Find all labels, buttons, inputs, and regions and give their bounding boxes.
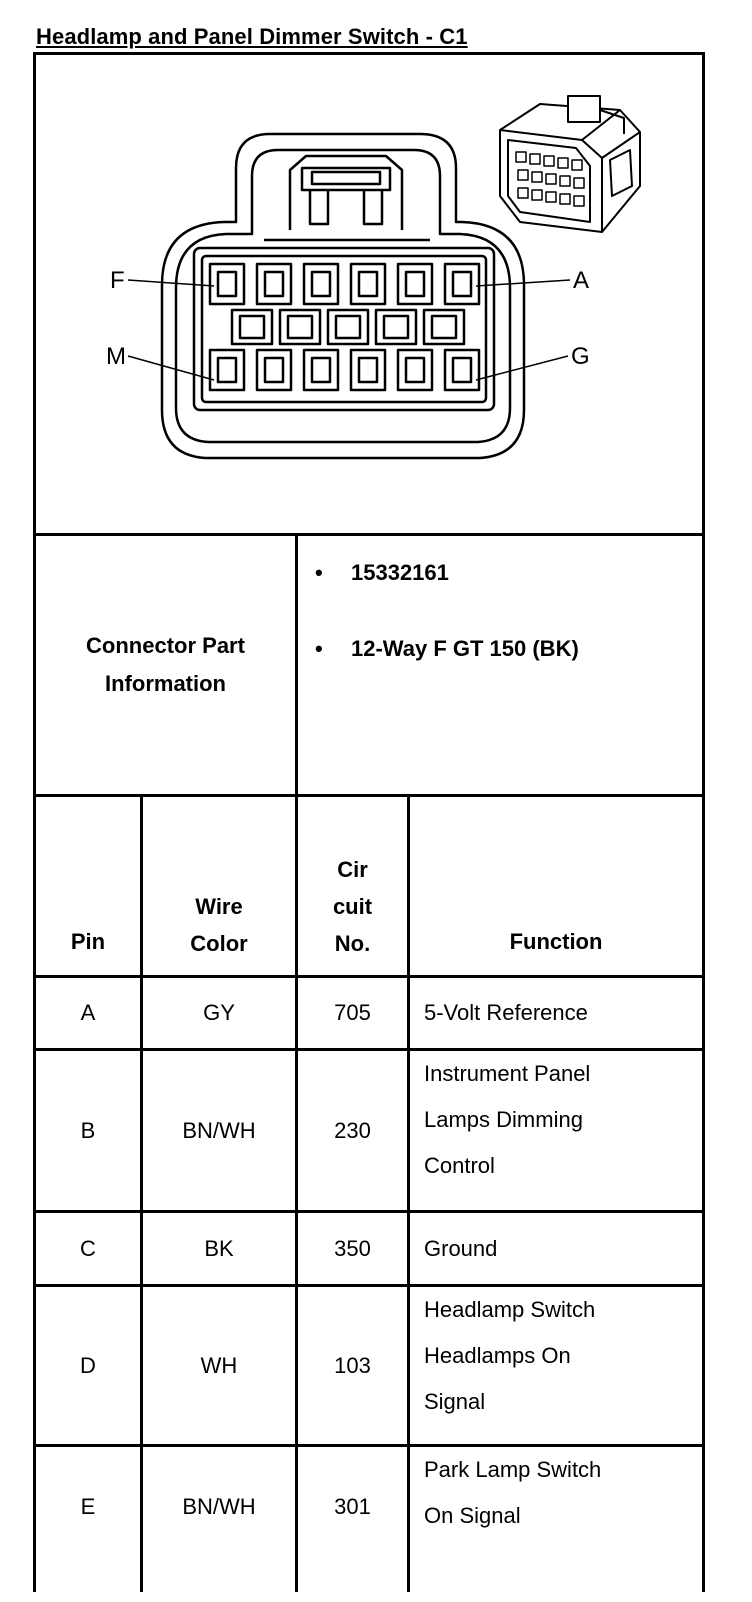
header-circuit-no bbox=[298, 848, 407, 964]
connector-type-item bbox=[315, 636, 579, 662]
header-circuit-line3: No. bbox=[334, 930, 371, 956]
bullet: • bbox=[315, 560, 323, 585]
middle-ribs bbox=[232, 310, 464, 344]
connector-type: 12-Way F GT 150 (BK) bbox=[351, 636, 579, 661]
connector-info-label-line2: Information bbox=[105, 671, 226, 696]
row-e-function-line1: Park Lamp Switch bbox=[424, 1457, 602, 1482]
row-b-function bbox=[424, 1051, 700, 1210]
divider-info-bottom bbox=[33, 794, 705, 797]
row-c-function: Ground bbox=[424, 1235, 498, 1261]
row-b-pin: B bbox=[80, 1117, 96, 1143]
row-a-color: GY bbox=[203, 1000, 235, 1025]
row-e-circuit: 301 bbox=[334, 1494, 371, 1519]
row-c-pin: C bbox=[80, 1235, 96, 1261]
divider-info bbox=[295, 533, 298, 797]
row-b-circuit: 230 bbox=[334, 1117, 371, 1143]
row-a-pin: A bbox=[80, 1000, 96, 1025]
header-wire-color bbox=[143, 885, 295, 965]
pin-label-f: F bbox=[110, 267, 125, 294]
header-circuit-line1: Cir bbox=[337, 856, 368, 882]
row-e-function-line2: On Signal bbox=[424, 1503, 521, 1528]
latch-window-inner bbox=[312, 172, 380, 184]
row-d-function-line1: Headlamp Switch bbox=[424, 1297, 596, 1322]
part-number: 15332161 bbox=[351, 560, 449, 585]
row-e-function bbox=[424, 1447, 700, 1567]
page-title: Headlamp and Panel Dimmer Switch - C1 bbox=[36, 24, 468, 49]
latch-arm-right bbox=[364, 190, 382, 224]
connector-diagram bbox=[33, 55, 702, 535]
bullet: • bbox=[315, 636, 323, 661]
connector-3d-icon bbox=[500, 96, 640, 232]
header-wire-color-line2: Color bbox=[190, 931, 248, 956]
row-b-color: BN/WH bbox=[182, 1117, 256, 1143]
row-e-pin: E bbox=[80, 1494, 96, 1519]
latch-arm-left bbox=[310, 190, 328, 224]
bottom-row-pins bbox=[210, 350, 479, 390]
pin-label-m: M bbox=[106, 343, 126, 370]
row-b-function-line3: Control bbox=[424, 1153, 495, 1178]
row-a-function: 5-Volt Reference bbox=[424, 1000, 588, 1025]
pin-label-a: A bbox=[573, 267, 590, 294]
part-number-item bbox=[315, 560, 449, 586]
row-c-circuit: 350 bbox=[334, 1235, 371, 1261]
top-row-pins bbox=[210, 264, 479, 304]
row-b-function-line1: Instrument Panel bbox=[424, 1061, 591, 1086]
header-circuit-line2: cuit bbox=[332, 893, 373, 919]
row-d-function-line3: Signal bbox=[424, 1389, 486, 1414]
header-pin: Pin bbox=[70, 929, 106, 954]
row-a-circuit: 705 bbox=[334, 1000, 371, 1025]
row-e-color: BN/WH bbox=[182, 1494, 256, 1519]
row-b-function-line2: Lamps Dimming bbox=[424, 1107, 583, 1132]
row-c-color: BK bbox=[204, 1235, 234, 1261]
header-wire-color-line1: Wire bbox=[195, 894, 243, 919]
pin-label-g: G bbox=[571, 343, 590, 370]
header-function: Function bbox=[509, 929, 603, 954]
row-d-function bbox=[424, 1287, 700, 1444]
col-divider-3 bbox=[407, 794, 410, 1592]
connector-info-label bbox=[36, 536, 295, 794]
leader-g bbox=[476, 356, 568, 380]
row-d-color: WH bbox=[200, 1352, 238, 1378]
row-d-function-line2: Headlamps On bbox=[424, 1343, 571, 1368]
row-d-circuit: 103 bbox=[334, 1352, 371, 1378]
connector-info-label-line1: Connector Part bbox=[86, 633, 245, 658]
row-d-pin: D bbox=[80, 1352, 96, 1378]
